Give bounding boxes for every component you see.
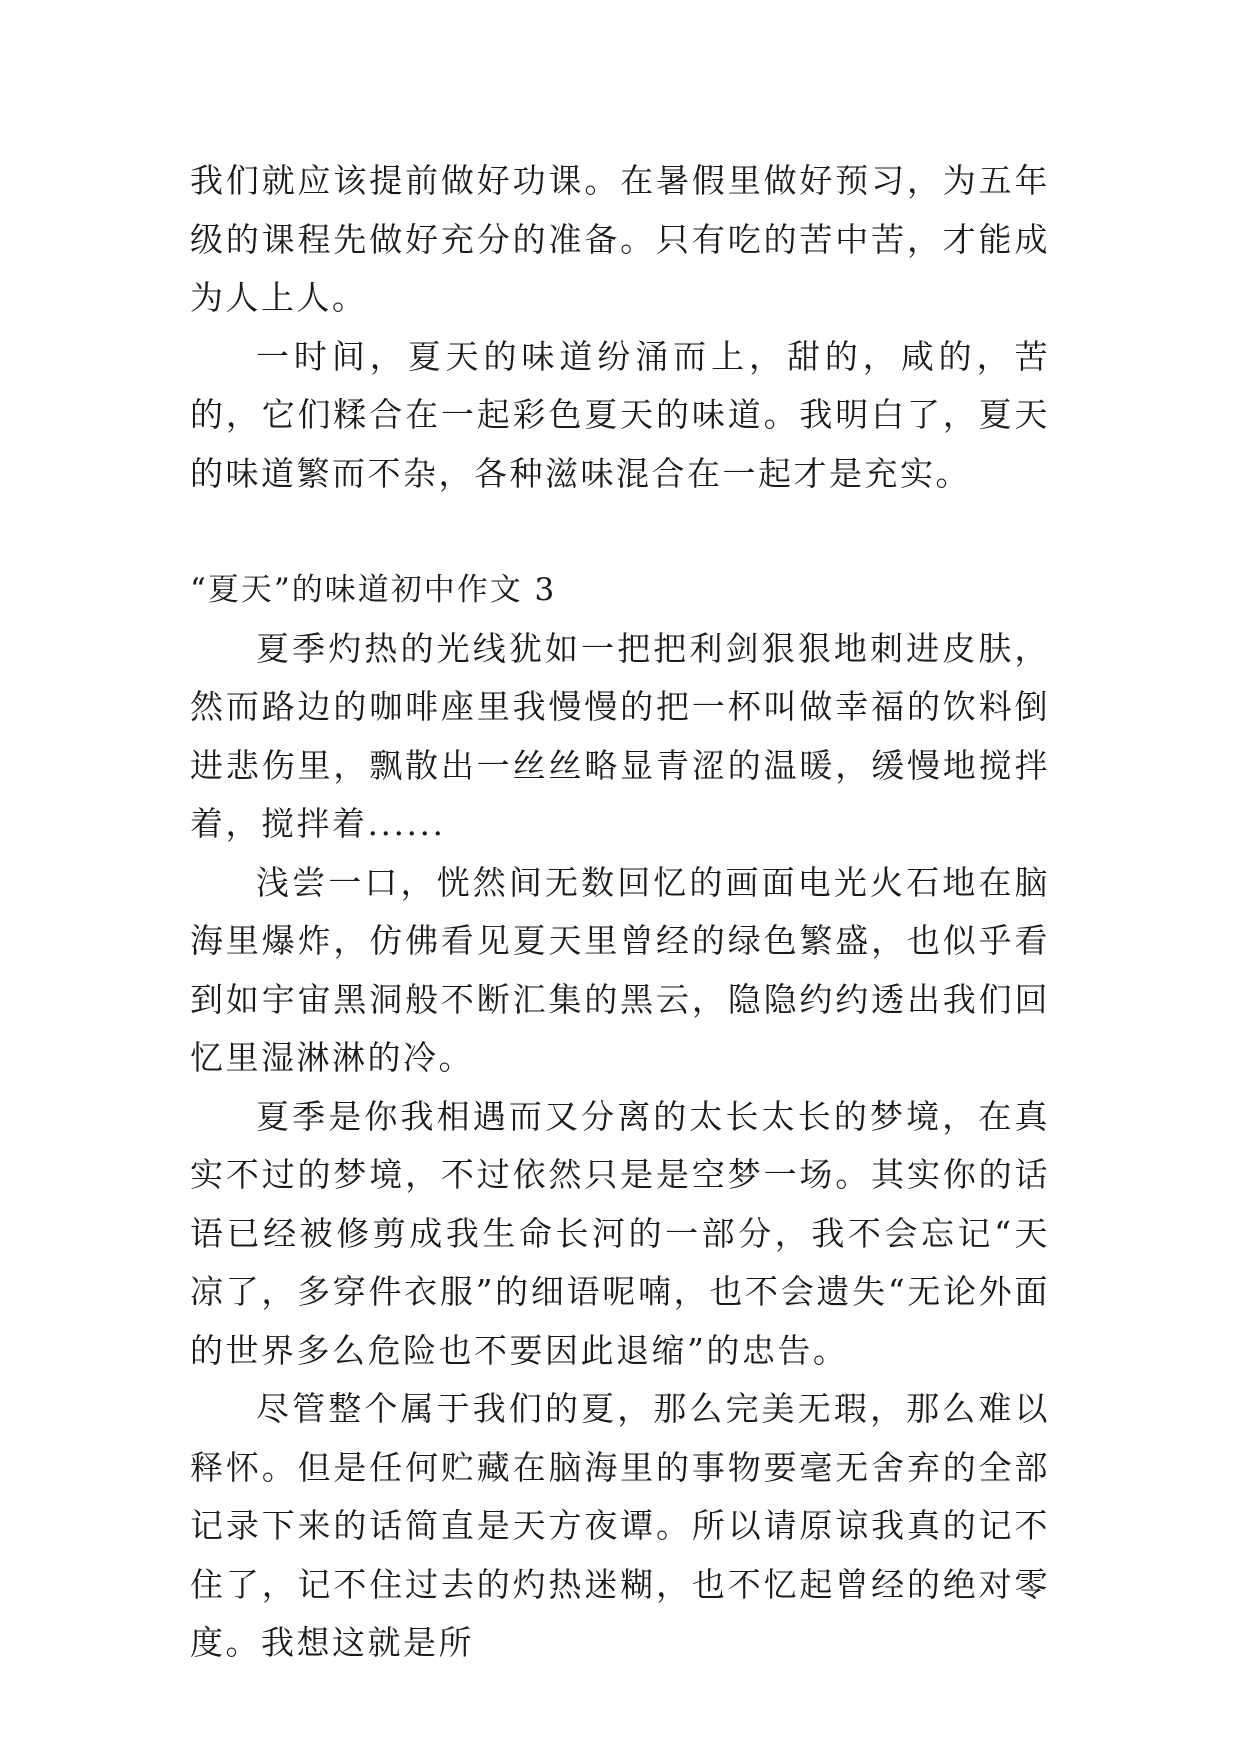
paragraph-memories: 浅尝一口，恍然间无数回忆的画面电光火石地在脑海里爆炸，仿佛看见夏天里曾经的绿色繁盛，也似乎看到如宇宙黑洞般不断汇集的黑云，隐隐约约透出我们回忆里湿淋淋的冷。 (190, 862, 1050, 1077)
paragraph-dream: 夏季是你我相遇而又分离的太长太长的梦境，在真实不过的梦境，不过依然只是是空梦一场。其实你的话语已经被修剪成我生命长河的一部分，我不会忘记“天凉了，多穿件衣服”的细语呢喃，也不会遗失“无论外面的世界多么危险也不要因此退缩”的忠告。 (190, 1096, 1050, 1370)
paragraph-forget: 尽管整个属于我们的夏，那么完美无瑕，那么难以释怀。但是任何贮藏在脑海里的事物要毫无舍弃的全部记录下来的话简直是天方夜谭。所以请原谅我真的记不住了，记不住过去的灼热迷糊，也不忆起曾经的绝对零度。我想这就是所 (190, 1389, 1050, 1662)
paragraph-summer-flavors: 一时间，夏天的味道纷涌而上，甜的，咸的，苦的，它们糅合在一起彩色夏天的味道。我明白了，夏天的味道繁而不杂，各种滋味混合在一起才是充实。 (190, 336, 1050, 493)
document-body (190, 152, 1050, 1673)
paragraph-cafe: 夏季灼热的光线犹如一把把利剑狠狠地刺进皮肤，然而路边的咖啡座里我慢慢的把一杯叫做幸福的饮料倒进悲伤里，飘散出一丝丝略显青涩的温暖，缓慢地搅拌着，搅拌着...... (190, 628, 1050, 843)
paragraph-intro-continuation: 我们就应该提前做好功课。在暑假里做好预习，为五年级的课程先做好充分的准备。只有吃的苦中苦，才能成为人上人。 (190, 161, 1050, 317)
section-spacer (190, 503, 1050, 561)
essay-title: “夏天”的味道初中作文 3 (190, 572, 557, 608)
